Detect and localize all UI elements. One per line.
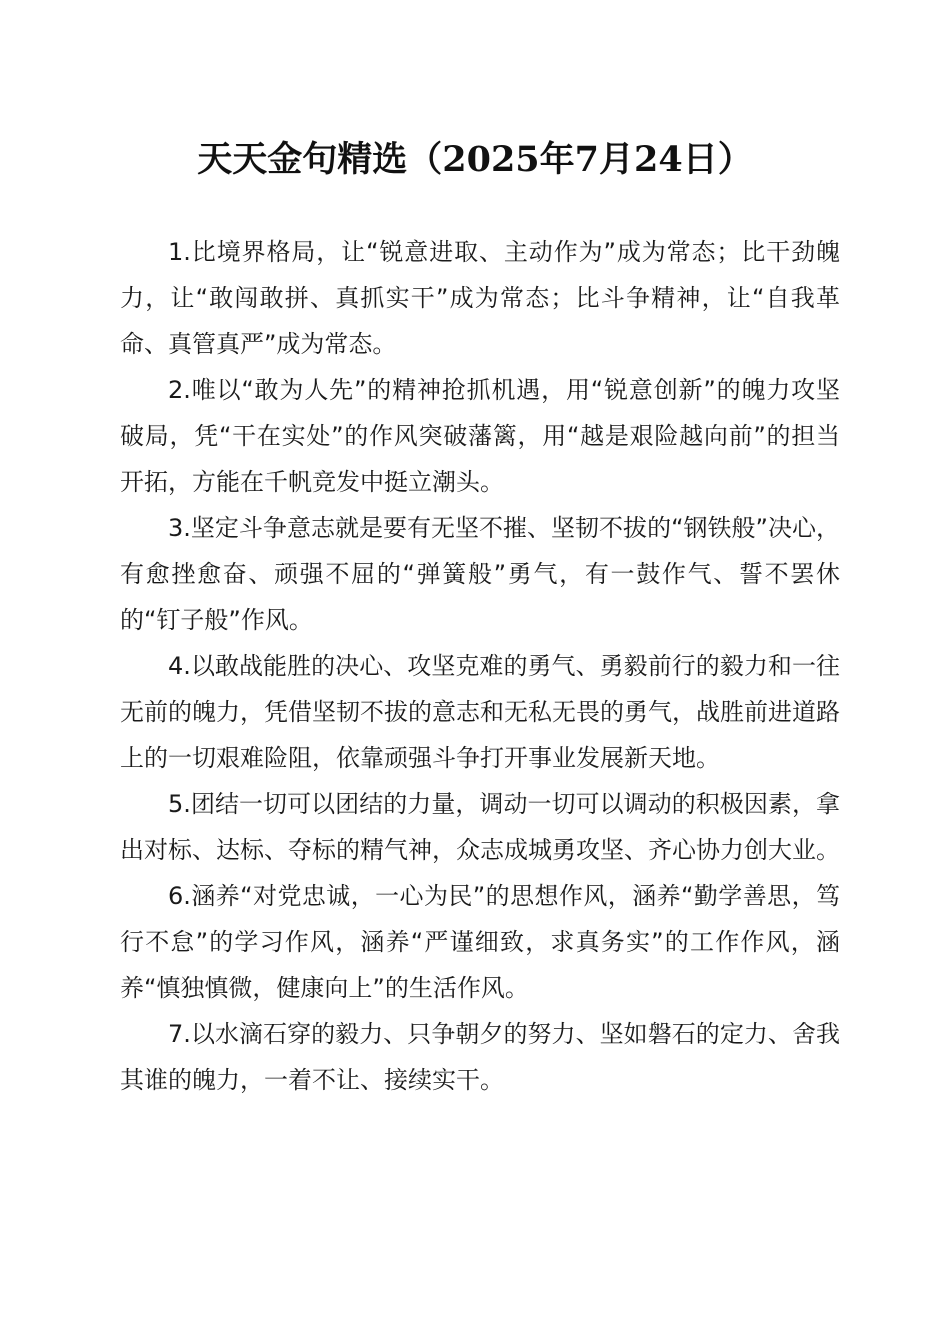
paragraph-6: 6.涵养“对党忠诚，一心为民”的思想作风，涵养“勤学善思，笃行不怠”的学习作风，涵养“严谨细致，求真务实”的工作作风，涵养“慎独慎微，健康向上”的生活作风。 [120,882,840,1002]
paragraph-1: 1.比境界格局，让“锐意进取、主动作为”成为常态；比干劲魄力，让“敢闯敢拼、真抓实干”成为常态；比斗争精神，让“自我革命、真管真严”成为常态。 [120,238,840,358]
paragraph-2: 2.唯以“敢为人先”的精神抢抓机遇，用“锐意创新”的魄力攻坚破局，凭“干在实处”的作风突破藩篱，用“越是艰险越向前”的担当开拓，方能在千帆竞发中挺立潮头。 [120,376,840,496]
paragraph-3: 3.坚定斗争意志就是要有无坚不摧、坚韧不拔的“钢铁般”决心，有愈挫愈奋、顽强不屈的“弹簧般”勇气，有一鼓作气、誓不罢休的“钉子般”作风。 [120,514,840,634]
paragraph-5: 5.团结一切可以团结的力量，调动一切可以调动的积极因素，拿出对标、达标、夺标的精气神，众志成城勇攻坚、齐心协力创大业。 [120,790,840,864]
document-title: 天天金句精选（2025年7月24日） [197,139,753,180]
paragraph-4: 4.以敢战能胜的决心、攻坚克难的勇气、勇毅前行的毅力和一往无前的魄力，凭借坚韧不拔的意志和无私无畏的勇气，战胜前进道路上的一切艰难险阻，依靠顽强斗争打开事业发展新天地。 [120,652,840,772]
paragraph-7: 7.以水滴石穿的毅力、只争朝夕的努力、坚如磐石的定力、舍我其谁的魄力，一着不让、接续实干。 [120,1020,840,1094]
document-body [120,229,840,1103]
